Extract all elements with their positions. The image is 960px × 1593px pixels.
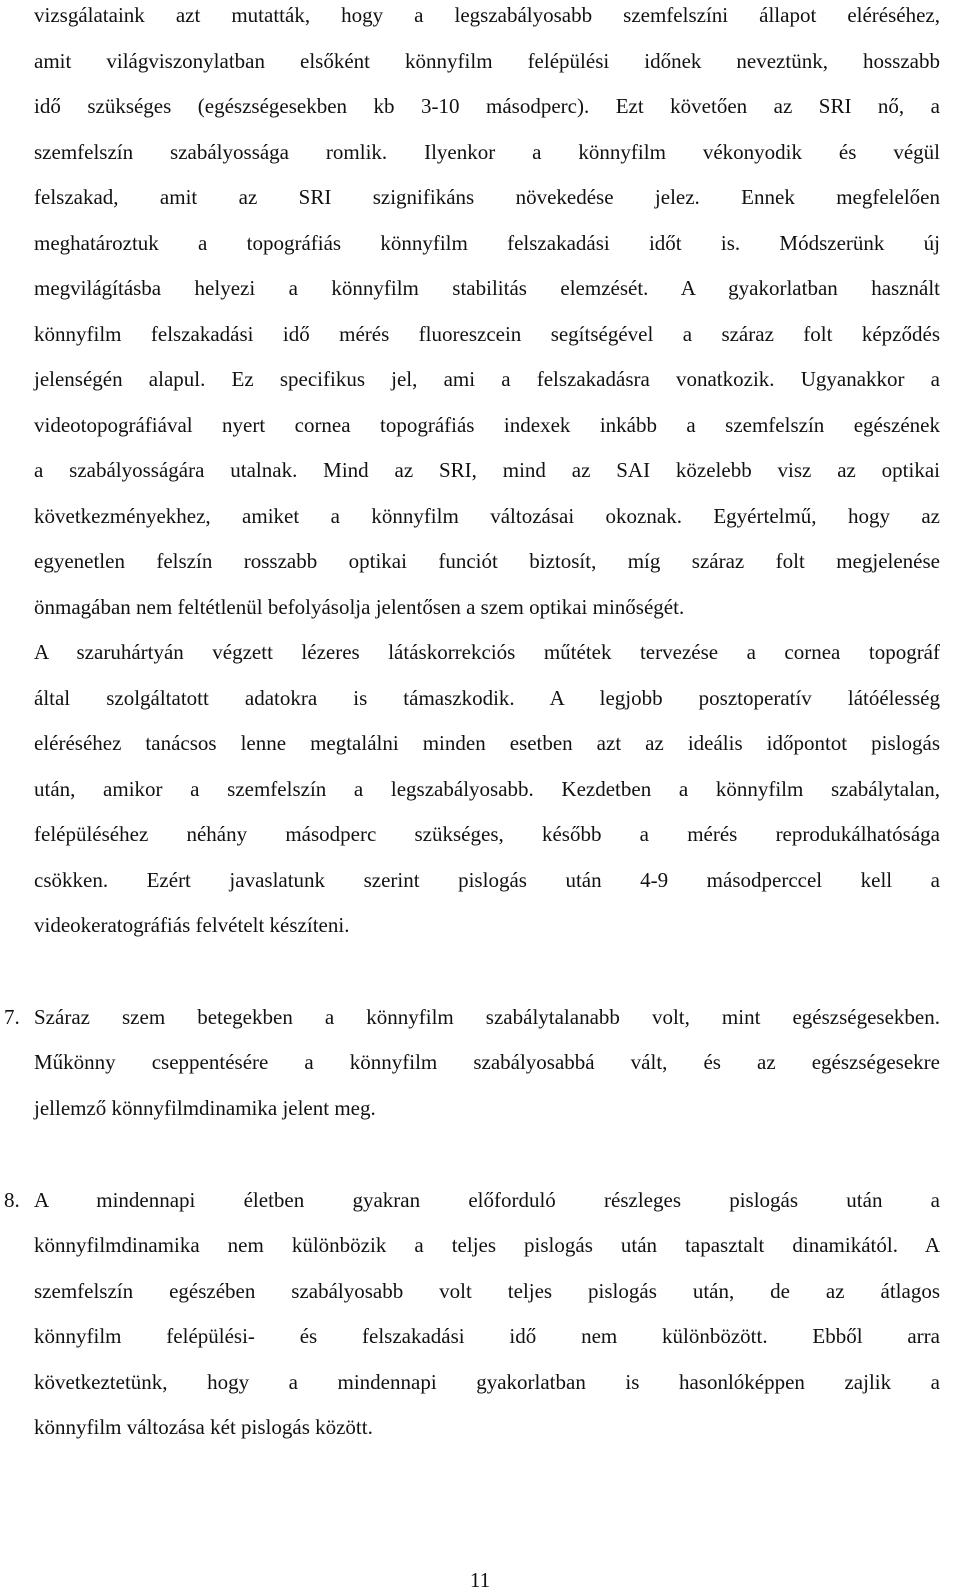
text-line: szemfelszín szabályossága romlik. Ilyenkor a könnyfilm vékonyodik és végül (34, 140, 940, 164)
text-line: megvilágításba helyezi a könnyfilm stabilitás elemzését. A gyakorlatban használt (34, 276, 940, 300)
page-number: 11 (469, 1568, 491, 1592)
text-line: A mindennapi életben gyakran előforduló részleges pislogás után a (34, 1188, 940, 1212)
text-line: könnyfilm felépülési- és felszakadási idő nem különbözött. Ebből arra (34, 1324, 940, 1348)
text-line: meghatároztuk a topográfiás könnyfilm felszakadási időt is. Módszerünk új (34, 231, 940, 255)
text-line: eléréséhez tanácsos lenne megtalálni minden esetben azt az ideális időpontot pislogás (34, 731, 940, 755)
text-line: csökken. Ezért javaslatunk szerint pislogás után 4-9 másodperccel kell a (34, 868, 940, 892)
text-line: videotopográfiával nyert cornea topográfiás indexek inkább a szemfelszín egészének (34, 413, 940, 437)
text-line: Száraz szem betegekben a könnyfilm szabálytalanabb volt, mint egészségesekben. (34, 1005, 940, 1029)
item-number: 7. (4, 1005, 20, 1029)
text-line: önmagában nem feltétlenül befolyásolja jelentősen a szem optikai minőségét. (34, 595, 685, 619)
text-line: amit világviszonylatban elsőként könnyfilm felépülési időnek neveztünk, hosszabb (34, 49, 940, 73)
text-line: következtetünk, hogy a mindennapi gyakorlatban is hasonlóképpen zajlik a (34, 1370, 940, 1394)
text-line: a szabályosságára utalnak. Mind az SRI, mind az SAI közelebb visz az optikai (34, 458, 940, 482)
text-line: jelenségén alapul. Ez specifikus jel, ami a felszakadásra vonatkozik. Ugyanakkor a (34, 367, 940, 391)
text-line: Műkönny cseppentésére a könnyfilm szabályosabbá vált, és az egészségesekre (34, 1050, 940, 1074)
text-line: egyenetlen felszín rosszabb optikai funciót biztosít, míg száraz folt megjelenése (34, 549, 940, 573)
text-line: könnyfilm felszakadási idő mérés fluoreszcein segítségével a száraz folt képződés (34, 322, 940, 346)
text-line: után, amikor a szemfelszín a legszabályosabb. Kezdetben a könnyfilm szabálytalan, (34, 777, 940, 801)
item-number: 8. (4, 1188, 20, 1212)
text-line: videokeratográfiás felvételt készíteni. (34, 913, 350, 937)
text-line: vizsgálataink azt mutatták, hogy a legszabályosabb szemfelszíni állapot eléréséhez, (34, 3, 940, 27)
text-line: könnyfilm változása két pislogás között. (34, 1415, 373, 1439)
text-line: által szolgáltatott adatokra is támaszkodik. A legjobb posztoperatív látóélesség (34, 686, 940, 710)
text-line: felszakad, amit az SRI szignifikáns növekedése jelez. Ennek megfelelően (34, 185, 940, 209)
text-line: jellemző könnyfilmdinamika jelent meg. (34, 1096, 376, 1120)
text-line: felépüléséhez néhány másodperc szükséges, később a mérés reprodukálhatósága (34, 822, 940, 846)
text-line: idő szükséges (egészségesekben kb 3-10 másodperc). Ezt követően az SRI nő, a (34, 94, 940, 118)
text-line: könnyfilmdinamika nem különbözik a teljes pislogás után tapasztalt dinamikától. A (34, 1233, 940, 1257)
text-line: szemfelszín egészében szabályosabb volt teljes pislogás után, de az átlagos (34, 1279, 940, 1303)
text-line: A szaruhártyán végzett lézeres látáskorrekciós műtétek tervezése a cornea topográf (34, 640, 940, 664)
text-line: következményekhez, amiket a könnyfilm változásai okoznak. Egyértelmű, hogy az (34, 504, 940, 528)
